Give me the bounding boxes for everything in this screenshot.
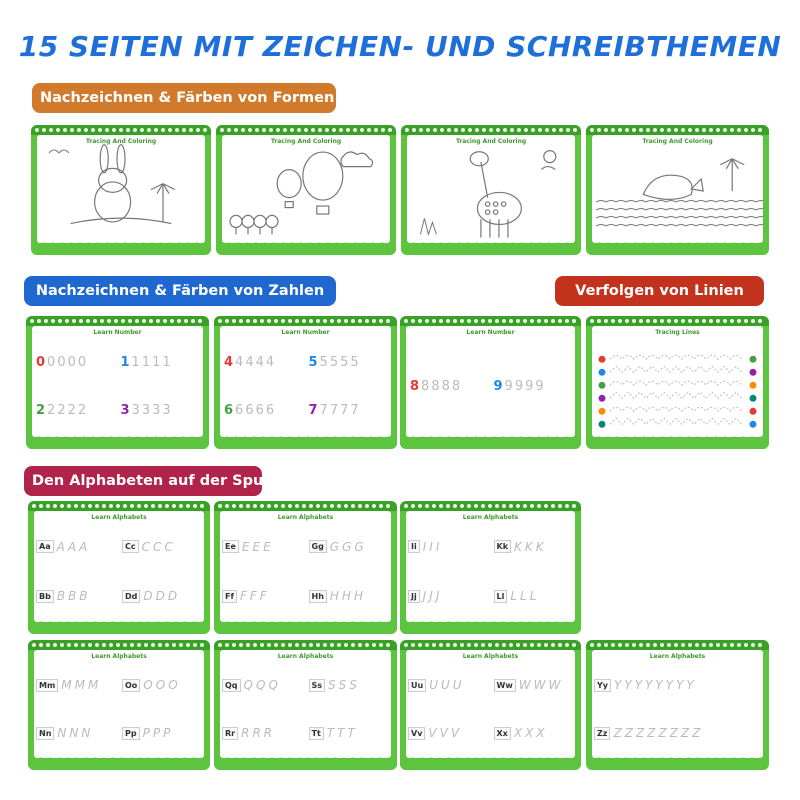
trace-number: 7 (340, 402, 349, 418)
trace-letter: J (429, 589, 433, 604)
trace-letter: F (259, 589, 267, 604)
letter-card: Ll (494, 590, 508, 603)
trace-letter: M (88, 678, 99, 692)
worksheet-page (400, 640, 581, 770)
number-row (410, 342, 488, 431)
sun-icon (541, 151, 555, 170)
trace-letter: Y (614, 678, 622, 692)
trace-letter: O (168, 678, 178, 692)
worksheet-page (214, 316, 397, 449)
letter-card: Hh (309, 590, 327, 603)
trace-letter: R (252, 726, 261, 740)
trace-letter: C (164, 539, 173, 554)
trace-letter: B (68, 589, 77, 604)
trace-number: 4 (245, 355, 254, 371)
letter-card: Oo (122, 679, 140, 692)
trace-number: 1 (141, 355, 151, 371)
trace-letter: P (163, 726, 171, 740)
trace-letter: B (56, 589, 66, 604)
trace-letter: F (249, 589, 257, 604)
letter-row (594, 666, 761, 704)
trace-number: 1 (131, 355, 140, 371)
character-icon (599, 421, 606, 428)
trace-letter: W (518, 678, 531, 692)
worksheet-page (401, 125, 581, 255)
letter-row (408, 666, 488, 704)
trace-letter: M (61, 678, 72, 692)
worksheet-title: Tracing And Coloring (642, 138, 713, 145)
trace-letter: S (338, 678, 347, 692)
section-label-shapes: Nachzeichnen & Färben von Formen (32, 83, 336, 113)
number-glyph: 4 (224, 355, 234, 371)
trace-letter: X (513, 726, 523, 740)
trace-letter: K (524, 539, 533, 554)
trace-number: 8 (451, 379, 461, 394)
letter-card: Mm (36, 679, 58, 692)
letter-card: Yy (594, 679, 611, 692)
trace-letter: I (435, 539, 440, 554)
trace-number: 6 (245, 402, 254, 418)
letter-row (36, 714, 116, 752)
character-icon (750, 382, 757, 389)
number-glyph: 6 (224, 402, 234, 418)
trace-letter: P (142, 726, 150, 740)
hot-air-balloon-icon (277, 152, 343, 214)
trace-letter: M (74, 678, 86, 692)
trace-letter: R (263, 726, 273, 740)
trace-letter: Z (647, 726, 656, 740)
trace-letter: Y (645, 678, 653, 692)
trace-number: 2 (77, 402, 87, 418)
giraffe-icon (470, 152, 521, 238)
worksheet-title: Learn Number (466, 329, 515, 336)
worksheet-page (400, 316, 581, 449)
trace-letter: I (429, 539, 433, 554)
plant-icon (420, 218, 436, 234)
section-label-lines: Verfolgen von Linien (555, 276, 764, 306)
number-glyph: 9 (493, 379, 503, 394)
scallop-border (586, 241, 769, 255)
trace-letter: S (349, 678, 357, 692)
trace-letter: C (153, 539, 162, 554)
letter-row (494, 714, 574, 752)
worksheet-page (26, 316, 209, 449)
trace-number: 0 (47, 355, 56, 371)
trace-letter: Q (243, 678, 253, 692)
character-icon (599, 408, 606, 415)
trace-number: 8 (421, 379, 430, 394)
trace-letter: G (354, 539, 364, 554)
trace-letter: L (510, 589, 518, 604)
scallop-border (214, 756, 397, 770)
trace-letter: T (347, 726, 355, 740)
trace-letter: L (520, 589, 527, 604)
character-icon (750, 395, 757, 402)
palm-tree-icon (151, 184, 175, 222)
letter-row (309, 577, 390, 617)
worksheet-title: Learn Alphabets (91, 653, 147, 660)
trace-letter: V (428, 726, 437, 740)
trace-number: 7 (350, 402, 359, 418)
letter-card: Ee (222, 540, 239, 553)
worksheet-title: Tracing And Coloring (85, 138, 157, 145)
letter-row (594, 714, 761, 752)
number-glyph: 3 (120, 402, 130, 418)
letter-card: Ii (408, 540, 420, 553)
trace-number: 3 (141, 402, 151, 418)
trace-letter: E (263, 539, 271, 554)
letter-row (309, 666, 390, 704)
worksheet-page (586, 125, 769, 255)
letter-card: Jj (408, 590, 420, 603)
scallop-border (586, 435, 769, 449)
trace-letter: Z (635, 726, 645, 740)
worksheet-page (214, 640, 397, 770)
number-glyph: 5 (308, 355, 318, 371)
letter-row (36, 666, 116, 704)
number-row (309, 390, 388, 432)
worksheet-page (28, 501, 210, 634)
trace-letter: V (439, 726, 448, 740)
worksheet-page (28, 640, 210, 770)
trace-number: 4 (255, 355, 264, 371)
letter-card: Ww (494, 679, 516, 692)
scallop-border (214, 620, 397, 634)
worksheet-title: Learn Alphabets (91, 514, 147, 521)
trace-number: 2 (67, 402, 76, 418)
letter-row (494, 527, 574, 567)
trace-number: 0 (77, 355, 87, 371)
trace-letter: T (337, 726, 345, 740)
scallop-border (216, 241, 396, 255)
tracing-lines (610, 355, 742, 424)
trace-letter: J (435, 589, 440, 604)
trace-letter: S (328, 678, 336, 692)
trace-letter: Z (613, 726, 622, 740)
letter-row (122, 527, 202, 567)
letter-row (36, 527, 116, 567)
trace-number: 5 (340, 355, 349, 371)
trace-letter: C (141, 539, 151, 554)
number-row (121, 342, 200, 384)
section-label-numbers: Nachzeichnen & Färben von Zahlen (24, 276, 336, 306)
number-glyph: 2 (36, 402, 46, 418)
trace-letter: U (429, 678, 438, 692)
trace-letter: Z (669, 726, 678, 740)
letter-card: Kk (494, 540, 512, 553)
trace-letter: W (533, 678, 546, 692)
trace-letter: Q (268, 678, 278, 692)
letter-card: Uu (408, 679, 426, 692)
trace-number: 7 (319, 402, 328, 418)
trace-letter: A (67, 539, 77, 554)
trace-letter: W (548, 678, 561, 692)
worksheet-page (216, 125, 396, 255)
whale-icon (643, 175, 703, 199)
letter-card: Pp (122, 727, 140, 740)
trace-number: 6 (265, 402, 275, 418)
letter-row (222, 666, 303, 704)
letter-card: Dd (122, 590, 140, 603)
scallop-border (28, 756, 210, 770)
trace-letter: Q (255, 678, 266, 692)
worksheet-title: Learn Alphabets (462, 514, 519, 521)
trace-letter: N (69, 726, 79, 740)
character-icon (599, 369, 606, 376)
letter-card: Gg (309, 540, 327, 553)
scallop-border (26, 435, 209, 449)
worksheet-title: Learn Number (281, 329, 330, 336)
scallop-border (28, 620, 210, 634)
number-row (36, 390, 115, 432)
trace-letter: L (529, 589, 537, 604)
trace-letter: K (514, 539, 522, 554)
trace-number: 9 (525, 379, 534, 394)
trace-number: 5 (350, 355, 359, 371)
trace-letter: J (422, 589, 427, 604)
letter-card: Xx (494, 727, 511, 740)
number-glyph: 1 (120, 355, 130, 371)
scallop-border (401, 241, 581, 255)
character-icon (750, 369, 757, 376)
trace-letter: X (536, 726, 545, 740)
palm-tree-icon (720, 159, 744, 191)
trace-letter: D (167, 589, 178, 604)
letter-card: Aa (36, 540, 54, 553)
trace-number: 3 (162, 402, 171, 418)
letter-row (408, 577, 488, 617)
trace-letter: Z (658, 726, 667, 740)
trace-letter: A (79, 539, 88, 554)
number-glyph: 7 (308, 402, 318, 418)
trace-number: 3 (131, 402, 140, 418)
worksheet-title: Learn Alphabets (649, 653, 706, 660)
letter-row (494, 666, 574, 704)
letter-row (122, 577, 202, 617)
worksheet-page (31, 125, 211, 255)
trace-letter: Y (686, 678, 694, 692)
trace-number: 6 (255, 402, 264, 418)
trace-number: 8 (441, 379, 450, 394)
trace-number: 0 (67, 355, 76, 371)
worksheet-page (586, 316, 769, 449)
trace-letter: B (79, 589, 88, 604)
trace-letter: P (152, 726, 161, 740)
letter-row (122, 666, 202, 704)
trace-letter: D (143, 589, 153, 604)
worksheet-title: Learn Alphabets (277, 514, 334, 521)
scallop-border (400, 620, 581, 634)
number-glyph: 8 (410, 379, 420, 394)
letter-row (222, 714, 303, 752)
trace-letter: H (353, 589, 363, 604)
number-row (224, 342, 303, 384)
number-row (224, 390, 303, 432)
trace-letter: Y (655, 678, 663, 692)
trace-letter: T (326, 726, 335, 740)
worksheet-title: Tracing And Coloring (270, 138, 342, 145)
letter-card: Rr (222, 727, 238, 740)
character-icon (599, 382, 606, 389)
character-icon (750, 408, 757, 415)
trace-number: 8 (431, 379, 440, 394)
letter-row (222, 527, 303, 567)
letter-card: Tt (309, 727, 324, 740)
trace-letter: X (525, 726, 534, 740)
trace-letter: Z (624, 726, 633, 740)
trace-letter: D (155, 589, 165, 604)
trace-number: 4 (265, 355, 275, 371)
trace-letter: Z (692, 726, 701, 740)
trace-letter: E (252, 539, 261, 554)
trace-number: 1 (162, 355, 171, 371)
worksheet-title: Learn Alphabets (277, 653, 334, 660)
letter-card: Cc (122, 540, 139, 553)
trace-number: 2 (57, 402, 66, 418)
letter-row (222, 577, 303, 617)
trace-letter: U (441, 678, 450, 692)
character-icon (750, 356, 757, 363)
trace-number: 9 (504, 379, 513, 394)
scallop-border (400, 756, 581, 770)
trace-number: 5 (329, 355, 339, 371)
worksheet-title: Learn Alphabets (462, 653, 519, 660)
trace-number: 1 (152, 355, 161, 371)
number-row (36, 342, 115, 384)
trace-number: 5 (319, 355, 328, 371)
trace-letter: N (81, 726, 91, 740)
letter-row (309, 714, 390, 752)
trace-number: 3 (152, 402, 161, 418)
character-icon (599, 395, 606, 402)
worksheet-page (400, 501, 581, 634)
worksheet-page (586, 640, 769, 770)
number-glyph: 0 (36, 355, 46, 371)
worksheet-title: Tracing And Coloring (455, 138, 527, 145)
scallop-border (586, 756, 769, 770)
letter-row (309, 527, 390, 567)
tree-icon (230, 215, 278, 234)
letter-card: Ss (309, 679, 326, 692)
letter-card: Bb (36, 590, 54, 603)
scallop-border (400, 435, 581, 449)
trace-letter: Y (634, 678, 643, 692)
trace-letter: F (239, 589, 247, 604)
character-icon (750, 421, 757, 428)
trace-letter: V (450, 726, 460, 740)
trace-letter: N (57, 726, 67, 740)
letter-row (408, 527, 488, 567)
trace-number: 9 (514, 379, 524, 394)
trace-number: 9 (535, 379, 544, 394)
character-icon (599, 356, 606, 363)
sea-waves (596, 200, 763, 226)
trace-letter: U (452, 678, 462, 692)
section-label-alphabet: Den Alphabeten auf der Spur (24, 466, 262, 496)
letter-card: Vv (408, 727, 425, 740)
trace-letter: Y (624, 678, 632, 692)
scallop-border (31, 241, 211, 255)
letter-row (36, 577, 116, 617)
letter-row (408, 714, 488, 752)
page-title: 15 SEITEN MIT ZEICHEN- UND SCHREIBTHEMEN (18, 30, 782, 63)
worksheet-title: Learn Number (93, 329, 142, 336)
number-row (121, 390, 200, 432)
letter-row (494, 577, 574, 617)
letter-card: Nn (36, 727, 54, 740)
butterfly-icon (49, 150, 69, 153)
trace-letter: K (535, 539, 544, 554)
trace-letter: O (155, 678, 166, 692)
letter-card: Ff (222, 590, 237, 603)
trace-number: 2 (47, 402, 56, 418)
trace-letter: O (143, 678, 153, 692)
bunny-icon (71, 145, 172, 224)
letter-card: Qq (222, 679, 241, 692)
trace-number: 4 (235, 355, 244, 371)
trace-letter: Y (676, 678, 684, 692)
trace-letter: A (56, 539, 65, 554)
trace-letter: Y (665, 678, 674, 692)
worksheet-page (214, 501, 397, 634)
trace-number: 6 (235, 402, 244, 418)
trace-letter: H (341, 589, 351, 604)
trace-letter: G (342, 539, 352, 554)
letter-card: Zz (594, 727, 610, 740)
trace-letter: G (329, 539, 340, 554)
trace-letter: E (241, 539, 250, 554)
cloud-icon (341, 152, 373, 167)
scallop-border (214, 435, 397, 449)
trace-number: 7 (329, 402, 339, 418)
worksheet-title: Tracing Lines (655, 329, 700, 336)
number-row (494, 342, 572, 431)
trace-letter: Z (680, 726, 690, 740)
trace-letter: R (241, 726, 250, 740)
trace-letter: H (329, 589, 339, 604)
letter-row (122, 714, 202, 752)
trace-number: 0 (57, 355, 66, 371)
trace-letter: I (422, 539, 427, 554)
number-row (309, 342, 388, 384)
